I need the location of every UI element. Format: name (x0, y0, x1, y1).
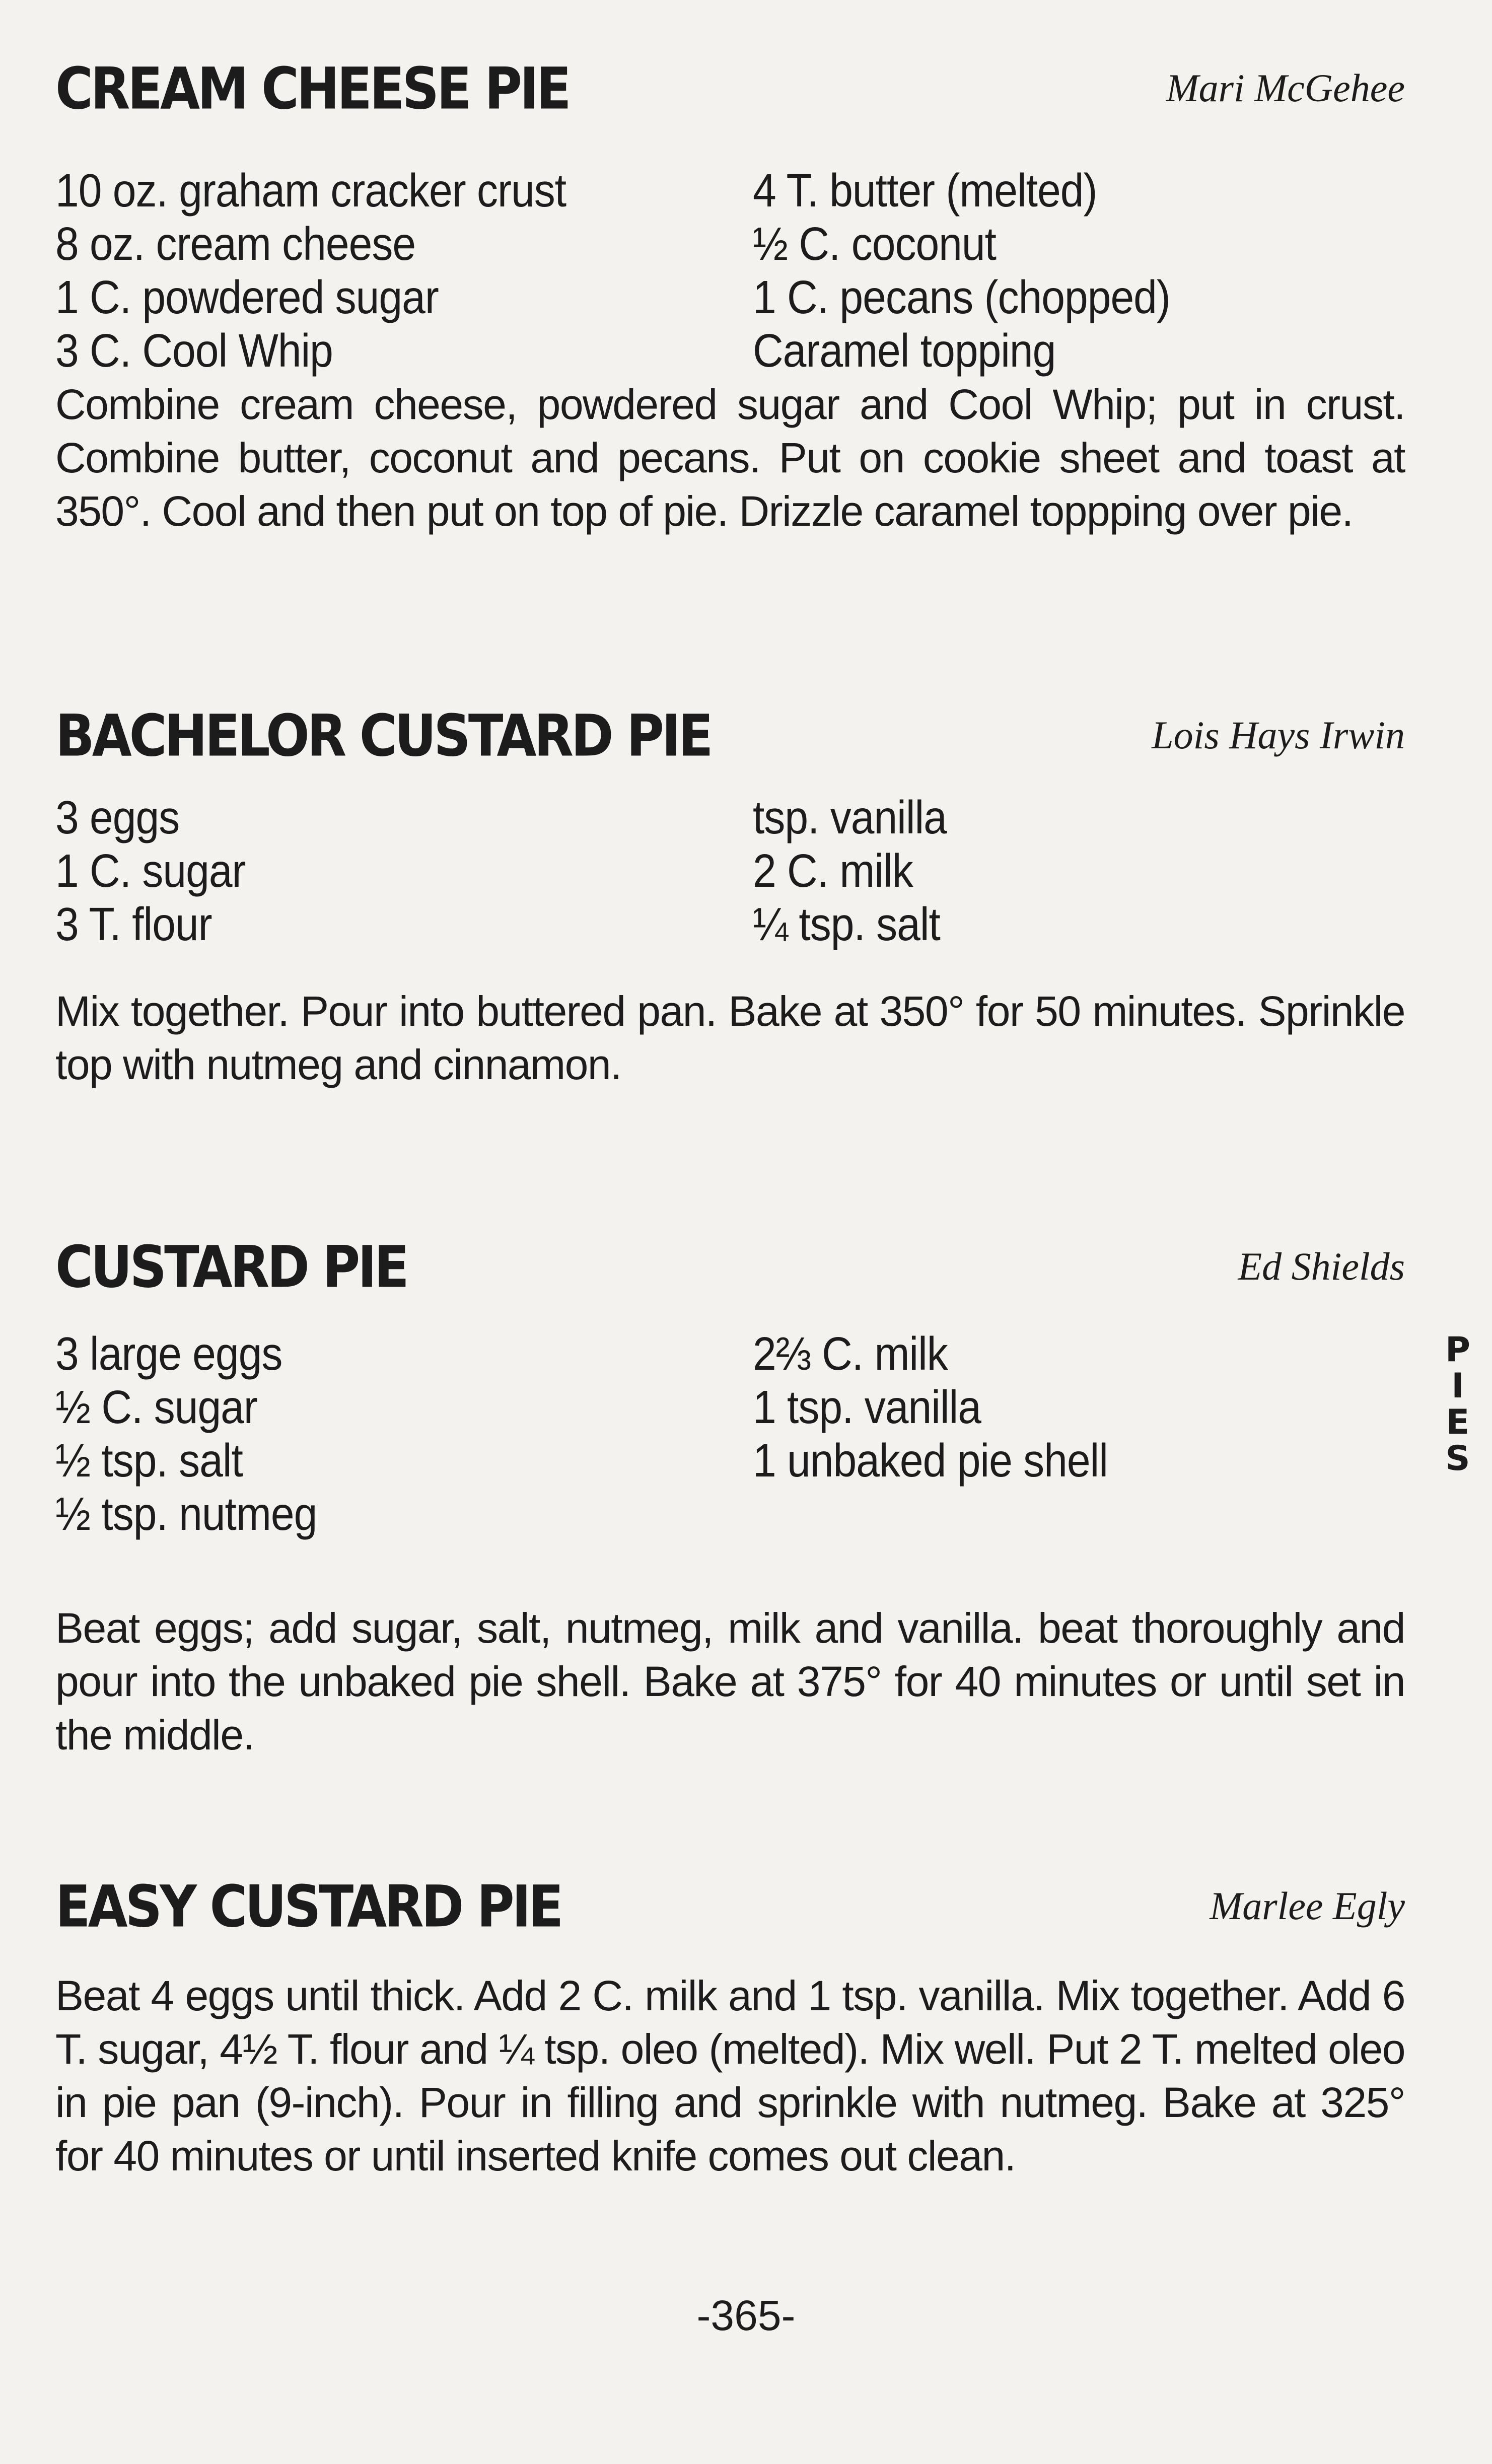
ingredient: 1 C. powdered sugar (55, 271, 439, 323)
ingredients-left-column (55, 161, 566, 375)
recipe-directions: Mix together. Pour into buttered pan. Bake at 350° for 50 minutes. Sprinkle top with nutmeg and cinnamon. (55, 988, 1405, 1088)
ingredient: 2⅔ C. milk (753, 1327, 948, 1380)
ingredient: 3 eggs (55, 791, 180, 843)
recipe-title: EASY CUSTARD PIE (55, 1873, 561, 1941)
ingredient: 3 large eggs (55, 1327, 282, 1380)
ingredient-list (55, 161, 1405, 378)
section-tab-letter: E (1446, 1402, 1470, 1442)
ingredient: 3 C. Cool Whip (55, 324, 333, 377)
recipe-author: Mari McGehee (1166, 66, 1405, 110)
ingredient: ½ tsp. salt (55, 1434, 243, 1487)
ingredient: ½ C. coconut (753, 218, 996, 270)
ingredient: 4 T. butter (melted) (753, 164, 1097, 217)
ingredient: 1 tsp. vanilla (753, 1381, 981, 1433)
ingredient: Caramel topping (753, 324, 1056, 377)
ingredients-left-column (55, 1324, 317, 1538)
ingredient: 1 unbaked pie shell (753, 1434, 1108, 1487)
ingredient: 3 T. flour (55, 898, 212, 950)
ingredients-right-column (753, 788, 947, 948)
recipe-title: BACHELOR CUSTARD PIE (55, 702, 711, 770)
page-number: -365- (696, 2292, 796, 2339)
ingredient: 1 C. sugar (55, 844, 246, 897)
recipe-author: Ed Shields (1238, 1244, 1405, 1288)
recipe-header (55, 1234, 1405, 1299)
section-tab-pies (1435, 1332, 1480, 1477)
ingredients-left-column (55, 788, 246, 948)
recipe-header (55, 55, 1405, 121)
ingredient: ½ tsp. nutmeg (55, 1488, 317, 1540)
recipe-header (55, 702, 1405, 768)
ingredient: 1 C. pecans (chopped) (753, 271, 1170, 323)
recipe-header (55, 1873, 1405, 1939)
ingredient: ¼ tsp. salt (753, 898, 940, 950)
recipe-custard-pie (55, 1234, 1405, 1804)
recipe-directions: Beat eggs; add sugar, salt, nutmeg, milk and vanilla. beat thoroughly and pour into the unbaked pie shell. Bake at 375° for 40 minutes or until set in the middle. (55, 1604, 1405, 1758)
ingredient: 8 oz. cream cheese (55, 218, 416, 270)
section-tab-letter: P (1445, 1330, 1470, 1370)
section-tab-letter: I (1451, 1366, 1464, 1406)
recipe-directions: Beat 4 eggs until thick. Add 2 C. milk and 1 tsp. vanilla. Mix together. Add 6 T. sugar, 4½ T. flour and ¼ tsp. oleo (melted). Mix well. Put 2 T. melted oleo in pie pan (9-inch). Pour in filling and sprinkle with nutmeg. Bake at 325° for 40 minutes or until inserted knife comes out clean. (55, 1972, 1405, 2179)
recipe-bachelor-custard-pie (55, 702, 1405, 1134)
ingredient: 2 C. milk (753, 844, 913, 897)
ingredients-right-column (753, 1324, 1108, 1485)
recipe-author: Lois Hays Irwin (1152, 713, 1405, 757)
ingredient: tsp. vanilla (753, 791, 947, 843)
recipe-author: Marlee Egly (1210, 1884, 1405, 1928)
recipe-easy-custard-pie (55, 1873, 1405, 2225)
ingredient: 10 oz. graham cracker crust (55, 164, 566, 217)
ingredient-list (55, 788, 1405, 954)
ingredients-right-column (753, 161, 1170, 375)
recipe-title: CUSTARD PIE (55, 1234, 407, 1301)
recipe-directions: Combine cream cheese, powdered sugar and Cool Whip; put in crust. Combine butter, coconut and pecans. Put on cookie sheet and toast at 350°. Cool and then put on top of pie. Drizzle caramel toppping over pie. (55, 381, 1405, 535)
ingredient-list (55, 1324, 1405, 1541)
recipe-cream-cheese-pie (55, 55, 1405, 580)
ingredient: ½ C. sugar (55, 1381, 257, 1433)
section-tab-letter: S (1445, 1439, 1470, 1479)
recipe-title: CREAM CHEESE PIE (55, 55, 569, 123)
